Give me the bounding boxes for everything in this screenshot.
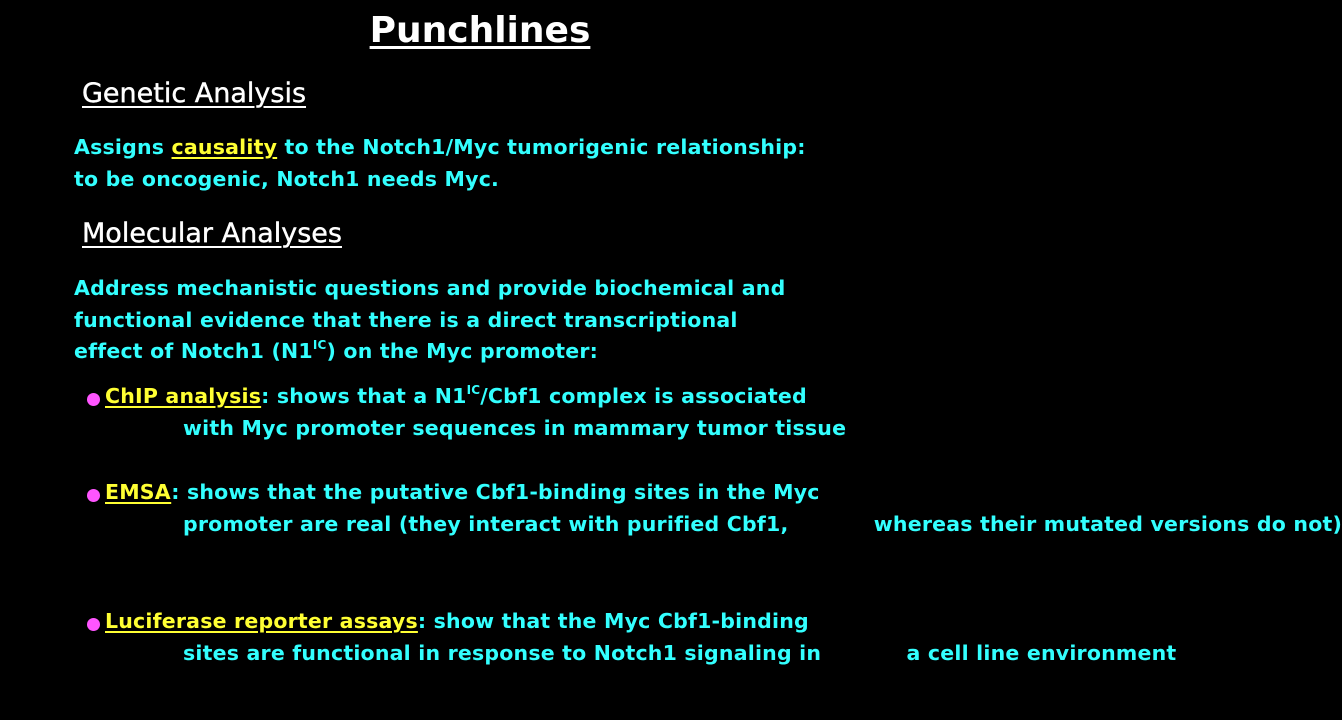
luciferase-line-3: a cell line environment <box>906 640 1177 665</box>
genetic-line-1: Assigns causality to the Notch1/Myc tumorigenic relationship: <box>74 135 806 159</box>
emsa-line-3: whereas their mutated versions do not) <box>873 511 1342 536</box>
bullet-chip <box>105 381 846 444</box>
emsa-line-1: EMSA: shows that the putative Cbf1-binding sites in the Myc <box>105 480 820 504</box>
molecular-line-2: functional evidence that there is a direct transcriptional <box>74 307 738 332</box>
bullet-icon <box>87 393 100 406</box>
molecular-line-3: effect of Notch1 $(N1^{IC})$ on the Myc promoter: <box>74 338 599 363</box>
bullet-luciferase <box>105 606 1176 669</box>
bullet-emsa <box>105 477 1342 540</box>
molecular-line-1: Address mechanistic questions and provide biochemical and <box>74 276 786 300</box>
molecular-analyses-text <box>74 273 785 368</box>
luciferase-line-1: Luciferase reporter assays: show that the Myc Cbf1-binding <box>105 609 809 633</box>
bullet-icon <box>87 489 100 502</box>
genetic-line-2: to be oncogenic, Notch1 needs Myc. <box>74 166 500 191</box>
luciferase-line-2: sites are functional in response to Notch1 signaling in <box>183 640 822 665</box>
chip-line-2: with Myc promoter sequences in mammary tumor tissue <box>183 415 847 440</box>
chip-label: ChIP analysis <box>105 384 262 408</box>
emsa-line-2: promoter are real (they interact with purified Cbf1, <box>183 511 789 536</box>
genetic-analysis-text <box>74 132 806 195</box>
luciferase-label: Luciferase reporter assays <box>105 609 418 633</box>
genetic-analysis-heading: Genetic Analysis <box>82 78 307 109</box>
molecular-analyses-heading: Molecular Analyses <box>82 218 342 249</box>
bullet-icon <box>87 618 100 631</box>
page-title: Punchlines <box>369 10 591 51</box>
causality-highlight: causality <box>171 135 278 159</box>
emsa-label: EMSA <box>105 480 172 504</box>
chip-line-1: ChIP analysis: shows that a $N1^{IC}/Cbf1$ complex is associated <box>105 383 807 408</box>
